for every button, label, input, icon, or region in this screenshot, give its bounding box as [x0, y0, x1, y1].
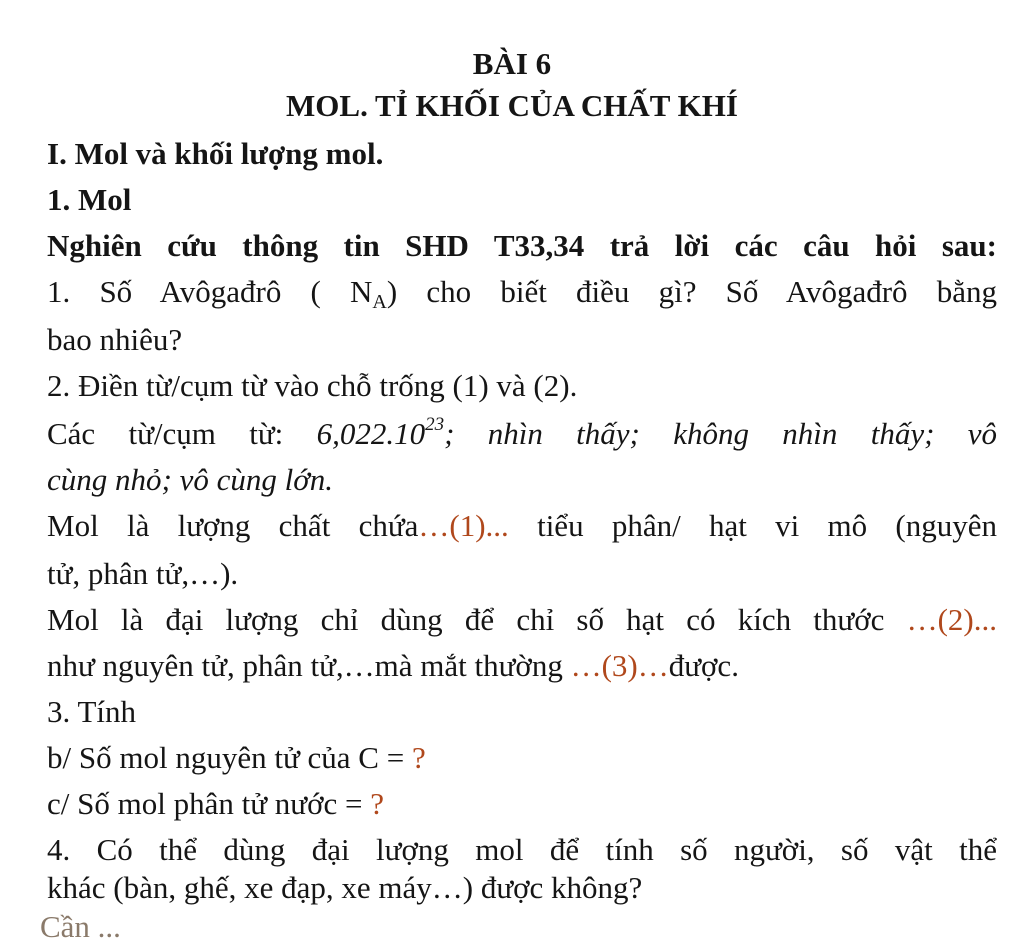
- question-3-part-b: [47, 738, 997, 778]
- avogadro-value: 6,022.10: [316, 416, 426, 451]
- s3-before: như nguyên tử, phân tử,…mà mắt thường: [47, 648, 571, 683]
- word-bank-rest: ; nhìn thấy; không nhìn thấy; vô: [444, 416, 997, 451]
- part-b-question-mark: ?: [411, 740, 426, 775]
- question-3-part-c: [47, 784, 997, 824]
- s1-before: Mol là lượng chất chứa: [47, 508, 419, 543]
- blank-2: …(2)...: [906, 602, 997, 637]
- question-1-line-2: bao nhiêu?: [47, 322, 183, 357]
- part-b-text: b/ Số mol nguyên tử của C =: [47, 740, 412, 775]
- word-bank-line-2: cùng nhỏ; vô cùng lớn.: [47, 462, 334, 497]
- part-c-text: c/ Số mol phân tử nước =: [47, 786, 371, 821]
- lesson-number: BÀI 6: [472, 46, 552, 81]
- avogadro-subscript: A: [372, 291, 387, 313]
- blank-1: …(1)...: [418, 508, 509, 543]
- part-c-question-mark: ?: [370, 786, 384, 821]
- section-heading: I. Mol và khối lượng mol.: [47, 136, 384, 171]
- word-bank-label: Các từ/cụm từ:: [47, 416, 317, 451]
- question-1-line-1: [47, 272, 997, 312]
- question-2-prompt: 2. Điền từ/cụm từ vào chỗ trống (1) và (2).: [47, 368, 578, 403]
- question-4-line-2: khác (bàn, ghế, xe đạp, xe máy…) được không?: [47, 870, 643, 905]
- subsection-heading: 1. Mol: [47, 182, 132, 217]
- fill-sentence-2-line-1: [47, 600, 997, 640]
- avogadro-exponent: 23: [425, 414, 445, 435]
- q1-text-after: ) cho biết điều gì? Số Avôgađrô bằng: [386, 274, 997, 309]
- lesson-title: MOL. TỈ KHỐI CỦA CHẤT KHÍ: [286, 88, 738, 123]
- fill-sentence-1-line-2: tử, phân tử,…).: [47, 556, 239, 591]
- s2-before: Mol là đại lượng chỉ dùng để chỉ số hạt có kích thước: [47, 602, 907, 637]
- cutoff-text: Cần ...: [40, 909, 121, 944]
- word-bank-line-1: [47, 414, 997, 454]
- question-3-heading: 3. Tính: [47, 694, 136, 729]
- fill-sentence-2-line-2: [47, 646, 997, 686]
- fill-sentence-1-line-1: [47, 506, 997, 546]
- cutoff-next-line: [40, 905, 1000, 944]
- s1-after: tiểu phân/ hạt vi mô (nguyên: [508, 508, 997, 543]
- s3-after: được.: [668, 648, 739, 683]
- blank-3: …(3)…: [570, 648, 669, 683]
- instruction-text: Nghiên cứu thông tin SHD T33,34 trả lời các câu hỏi sau:: [47, 228, 997, 263]
- q1-text-before: 1. Số Avôgađrô ( N: [47, 274, 373, 309]
- question-4-line-1: 4. Có thể dùng đại lượng mol để tính số người, số vật thể: [47, 832, 997, 867]
